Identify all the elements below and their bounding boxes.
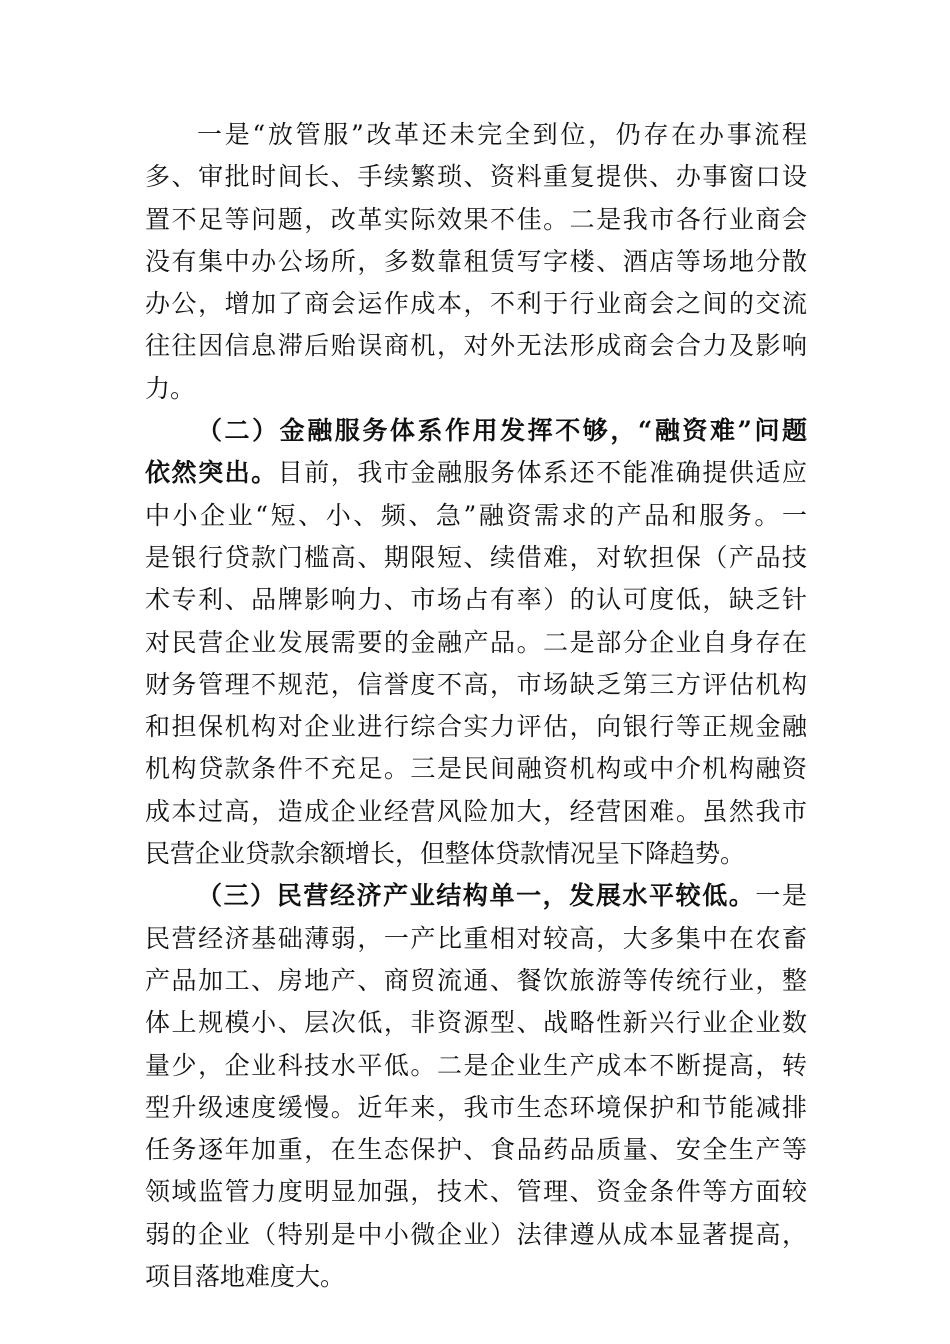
text-line: 弱的企业（特别是中小微企业）法律遵从成本显著提高，: [145, 1219, 807, 1249]
section-heading: （二）金融服务体系作用发挥不够，“融资难”问题: [197, 416, 807, 446]
text-line: 体上规模小、层次低，非资源型、战略性新兴行业企业数: [145, 1008, 807, 1038]
text-line: 置不足等问题，改革实际效果不佳。二是我市各行业商会: [145, 204, 807, 234]
text-line: 中小企业“短、小、频、急”融资需求的产品和服务。一: [145, 500, 807, 530]
text-line: 办公，增加了商会运作成本，不利于行业商会之间的交流: [145, 289, 807, 319]
text-line: [145, 875, 807, 917]
text-line: 项目落地难度大。: [145, 1262, 346, 1292]
text-line: 往往因信息滞后贻误商机，对外无法形成商会合力及影响: [145, 331, 807, 361]
paragraph-1: [145, 114, 807, 410]
text-line: 力。: [145, 373, 196, 403]
text-line: 是银行贷款门槛高、期限短、续借难，对软担保（产品技: [145, 542, 807, 572]
paragraph-2: [145, 410, 807, 875]
text-line: 领域监管力度明显加强，技术、管理、资金条件等方面较: [145, 1177, 807, 1207]
text-line: 对民营企业发展需要的金融产品。二是部分企业自身存在: [145, 627, 807, 657]
paragraph-3: [145, 875, 807, 1298]
text-line: 和担保机构对企业进行综合实力评估，向银行等正规金融: [145, 712, 807, 742]
text-line: 财务管理不规范，信誉度不高，市场缺乏第三方评估机构: [145, 669, 807, 699]
text-line: 量少，企业科技水平低。二是企业生产成本不断提高，转: [145, 1050, 807, 1080]
text-line: 机构贷款条件不充足。三是民间融资机构或中介机构融资: [145, 754, 807, 784]
text-line: 型升级速度缓慢。近年来，我市生态环境保护和节能减排: [145, 1092, 807, 1122]
text-line: 任务逐年加重，在生态保护、食品药品质量、安全生产等: [145, 1135, 807, 1165]
section-heading: （三）民营经济产业结构单一，发展水平较低。: [197, 881, 756, 911]
text-line: 没有集中办公场所，多数靠租赁写字楼、酒店等场地分散: [145, 246, 807, 276]
text-line: 成本过高，造成企业经营风险加大，经营困难。虽然我市: [145, 796, 807, 826]
text-line: 民营经济基础薄弱，一产比重相对较高，大多集中在农畜: [145, 923, 807, 953]
text-line: [145, 452, 807, 494]
text-run: 目前，我市金融服务体系还不能准确提供适应: [277, 458, 807, 488]
section-heading-continued: 依然突出。: [145, 458, 278, 488]
text-line: 民营企业贷款余额增长，但整体贷款情况呈下降趋势。: [145, 839, 746, 869]
text-run: 一是: [755, 881, 807, 911]
text-line: 术专利、品牌影响力、市场占有率）的认可度低，缺乏针: [145, 585, 807, 615]
text-line: 多、审批时间长、手续繁琐、资料重复提供、办事窗口设: [145, 162, 807, 192]
text-line: 一是“放管服”改革还未完全到位，仍存在办事流程: [197, 120, 807, 149]
text-line: 产品加工、房地产、商贸流通、餐饮旅游等传统行业，整: [145, 965, 807, 995]
document-page: [145, 114, 807, 1298]
